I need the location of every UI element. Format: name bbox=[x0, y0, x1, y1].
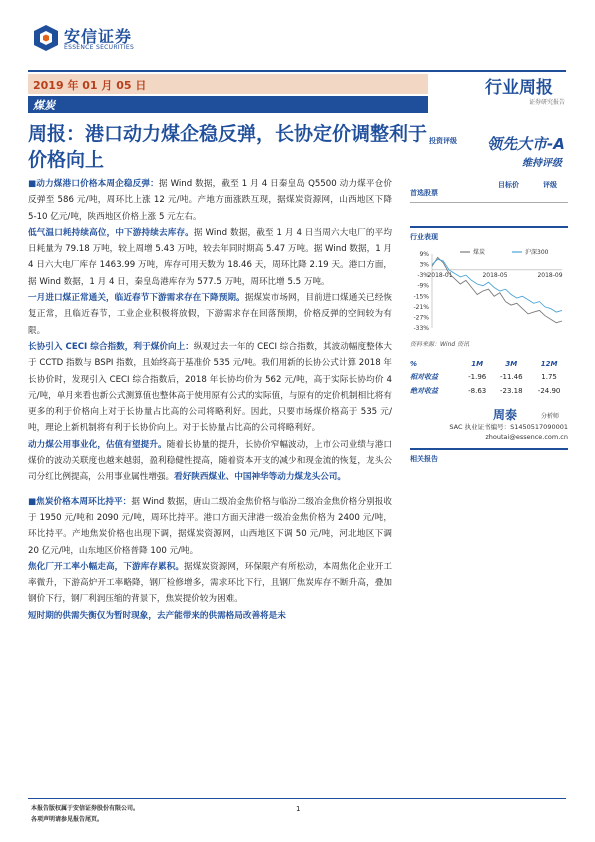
series-line bbox=[432, 259, 562, 312]
row-label: 绝对收益 bbox=[410, 387, 438, 395]
report-subtitle: 证券研究报告 bbox=[528, 99, 565, 106]
paragraph-text: 据 Wind 数据，截至 1 月 4 日当周六大电厂的平均日耗量为 79.18 万吨，较上周增 5.43 万吨，较去年同时期高 5.47 万吨。据 Wind 数据，1 月 4 日六大电厂库存 1463.99 万吨，库存可用天数为 18.46 天，周环比降 2.19 天。港口方面，据 Wind 数据，1 月 4 日，秦皇岛港库存为 577.5 万吨，周环比增 5.5 万吨。 bbox=[28, 227, 392, 287]
paragraph-lead: 动力煤公用事业化，估值有望提升。 bbox=[28, 439, 167, 450]
rating-header: 评级 bbox=[543, 181, 557, 189]
page-number: 1 bbox=[296, 805, 301, 813]
y-tick-label: 9% bbox=[419, 251, 429, 258]
paragraph-lead: ■焦炭价格本周环比持平： bbox=[28, 496, 132, 507]
table-header: % bbox=[410, 360, 418, 368]
company-name-en: ESSENCE SECURITIES bbox=[64, 44, 135, 51]
analyst-role: 分析师 bbox=[541, 413, 560, 420]
rating-value: 领先大市-A bbox=[487, 135, 565, 153]
table-cell: 1.75 bbox=[541, 373, 557, 381]
table-row bbox=[410, 370, 568, 384]
paragraph-text: 据 Wind 数据，截至 1 月 4 日秦皇岛 Q5500 动力煤平仓价反弹至 586 元/吨，周环比上涨 12 元/吨。产地方面涨跌互现，据煤炭资源网，山西地区下降 5-10 亿元/吨，陕西地区价格上涨 5 元左右。 bbox=[28, 179, 392, 222]
rating-label: 投资评级 bbox=[429, 137, 457, 145]
divider bbox=[410, 202, 568, 203]
paragraph bbox=[28, 339, 392, 437]
picks-header: 首选股票 bbox=[410, 189, 438, 197]
company-logo bbox=[34, 25, 58, 51]
paragraph-lead: 焦化厂开工率小幅走高，下游库存累积。 bbox=[28, 561, 185, 572]
paragraph-lead: 低气温口耗持续高位，中下游持续去库存。 bbox=[28, 227, 194, 238]
analyst-cert: SAC 执业证书编号：S1450517090001 bbox=[449, 423, 568, 431]
paragraph-text: 据煤炭资源网，环保限产有所松动，本周焦化企业开工率微升，下游高炉开工率略降，钢厂检修增多，需求环比下行，且钢厂焦炭库存不断升高，叠加钢价下行，钢厂利润压缩的背景下，焦炭提价较为困难。 bbox=[28, 561, 392, 605]
divider bbox=[410, 226, 568, 228]
paragraph-lead: 短时期的供需失衡仅为暂时现象，去产能带来的供需格局改善将是未 bbox=[28, 610, 286, 621]
paragraph-lead: 一月进口煤正常通关，临近春节下游需求存在下降预期。 bbox=[28, 293, 245, 304]
paragraph-tail: 看好陕西煤业、中国神华等动力煤龙头公司。 bbox=[174, 472, 346, 483]
sector-band bbox=[28, 96, 428, 113]
paragraph bbox=[28, 437, 392, 486]
paragraph bbox=[28, 559, 392, 608]
legend-label: 煤炭 bbox=[473, 249, 486, 256]
chart-source: 资料来源：Wind 资讯 bbox=[410, 341, 470, 348]
paragraph-text: 随着长协量的提升，长协价窄幅波动，上市公司业绩与港口煤价的波动关联度也越来越弱，盈利稳健性提高，随着资本开支的减少和现金流的恢复，龙头公司分红比例提高，公用事业属性增强。 bbox=[28, 439, 392, 483]
y-tick-label: -33% bbox=[413, 325, 429, 332]
company-name: 安信证券 bbox=[64, 27, 133, 46]
analyst-email[interactable]: zhoutai@essence.com.cn bbox=[485, 433, 568, 441]
table-header: 12M bbox=[540, 360, 558, 368]
table-cell: -8.63 bbox=[468, 387, 487, 395]
paragraph-text: 据 Wind 数据，唐山二级冶金焦价格与临汾二级冶金焦价格分别报收于 1950 元/吨和 2090 元/吨，周环比持平。港口方面天津港一级冶金焦价格为 2400 元/吨，环比持平。产地焦炭价格也出现下调，据煤炭资源网，山西地区下调 50 元/吨，河北地区下调 20 亿元/吨，山东地区价格普降 100 元/吨。 bbox=[28, 496, 392, 556]
y-tick-label: -9% bbox=[417, 282, 429, 290]
sector-label: 煤炭 bbox=[33, 99, 55, 112]
y-tick-label: -27% bbox=[413, 314, 429, 322]
performance-table bbox=[410, 358, 568, 398]
paragraph bbox=[28, 225, 392, 290]
table-cell: -23.18 bbox=[499, 387, 523, 395]
y-tick-label: -21% bbox=[413, 303, 429, 311]
analyst-name: 周泰 bbox=[493, 408, 518, 422]
divider bbox=[410, 448, 568, 450]
header-rule bbox=[28, 70, 566, 72]
row-label: 相对收益 bbox=[410, 373, 438, 381]
legend-label: 沪深300 bbox=[525, 249, 549, 256]
y-tick-label: 3% bbox=[419, 261, 429, 269]
target-price-header: 目标价 bbox=[498, 181, 519, 189]
x-tick-label: 2018-09 bbox=[537, 271, 563, 279]
related-section bbox=[410, 448, 568, 464]
paragraph-text: 据煤炭市场网，目前进口煤通关已经恢复正常，且临近春节，工业企业积极将放假，下游需求存在回落预期，价格反弹的空间较为有限。 bbox=[28, 293, 392, 336]
x-tick-label: 2018-01 bbox=[427, 271, 453, 279]
footer-disclaimer: 各项声明请参见报告尾页。 bbox=[31, 816, 104, 823]
paragraph bbox=[28, 290, 392, 339]
footer-rule bbox=[28, 798, 566, 799]
paragraph-lead: ■动力煤港口价格本周企稳反弹： bbox=[28, 179, 159, 189]
rating-action: 维持评级 bbox=[522, 158, 562, 169]
table-row bbox=[410, 384, 568, 398]
y-tick-label: -3% bbox=[417, 272, 429, 280]
footer-copyright: 本报告版权属于安信证券股份有限公司。 bbox=[31, 805, 140, 812]
y-tick-label: -15% bbox=[413, 293, 429, 301]
report-type: 行业周报 bbox=[485, 78, 553, 98]
table-header: 3M bbox=[505, 360, 518, 368]
performance-chart bbox=[404, 246, 566, 332]
table-cell: -1.96 bbox=[468, 373, 487, 381]
report-title: 周报：港口动力煤企稳反弹，长协定价调整利于价格向上 bbox=[28, 123, 428, 171]
paragraph-lead: 长协引入 CECI 综合指数，利于煤价向上： bbox=[28, 341, 194, 352]
report-body bbox=[28, 176, 392, 624]
series-line bbox=[432, 258, 562, 323]
paragraph-text: 纵观过去一年的 CECI 综合指数，其波动幅度整体大于 CCTD 指数与 BSPI 指数，且始终高于基准价 535 元/吨。我们用新的长协公式计算 2018 年长协价时，发现引入 CECI 综合指数后，2018 年长协均价为 562 元/吨，高于实际长协均价 4 元/吨，单月来看也新公式测算值也整体高于使用原有公式的实际值，与原有的定价机制相比将有更多的利于价格向上对于长协量占比高的公司将略利好。因此，只要市场煤价格高于 535 元/吨，理论上新机制将有利于长协价向上。对于长协量占比高的公司将略利好。 bbox=[28, 341, 392, 434]
table-header-row bbox=[410, 358, 568, 370]
x-tick-label: 2018-05 bbox=[482, 271, 508, 279]
report-date: 2019 年 01 月 05 日 bbox=[33, 79, 147, 92]
paragraph bbox=[28, 608, 392, 624]
paragraph bbox=[28, 494, 392, 559]
market-header: 行业表现 bbox=[410, 233, 438, 241]
related-header: 相关报告 bbox=[410, 455, 438, 463]
paragraph bbox=[28, 176, 392, 225]
table-cell: -24.90 bbox=[537, 387, 561, 395]
table-cell: -11.46 bbox=[499, 373, 523, 381]
market-section bbox=[410, 226, 568, 242]
picks-header-row bbox=[410, 180, 568, 203]
table-header: 1M bbox=[471, 360, 484, 368]
